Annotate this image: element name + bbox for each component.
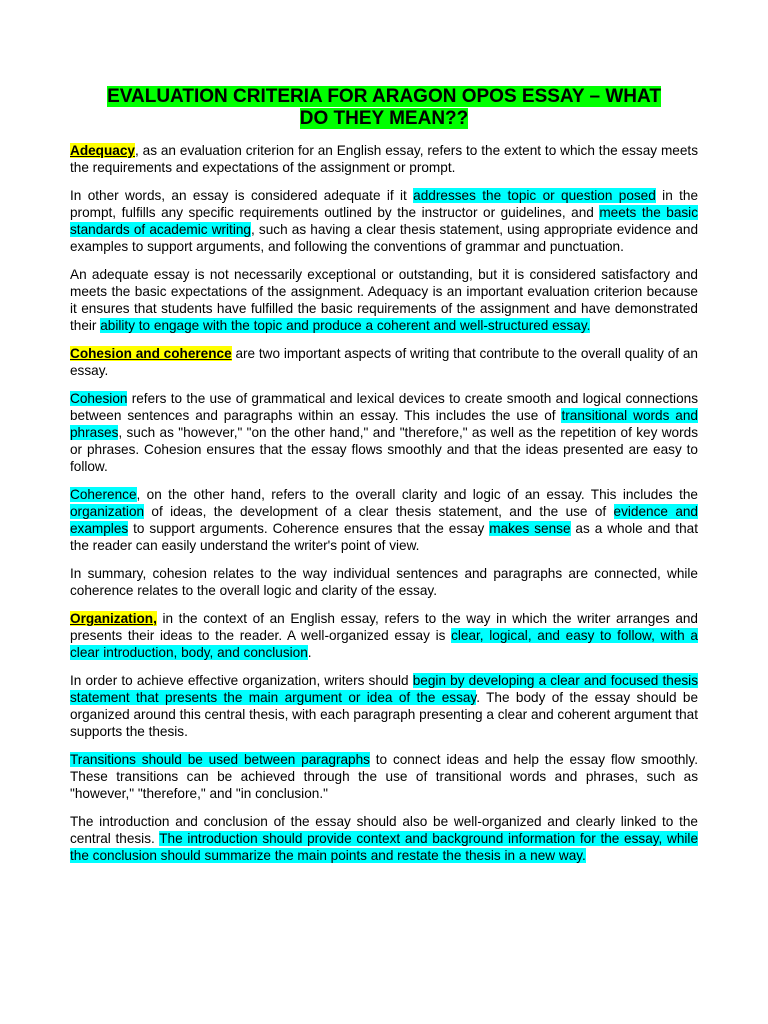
paragraph — [70, 751, 698, 802]
text-run: . The body of the essay should be organized around this central thesis, with each paragraph presenting a clear and coherent argument that supports the thesis. — [70, 690, 699, 739]
text-run: An adequate essay is not necessarily exceptional or outstanding, but it is considered satisfactory and meets the basic expectations of the assignment. Adequacy is an important evaluation criterion because it ensures that students have fulfilled the basic requirements of the assignment and have demonstrated their — [70, 267, 698, 333]
highlighted-text: makes sense — [489, 521, 571, 536]
text-run: , on the other hand, refers to the overall clarity and logic of an essay. This includes the — [136, 487, 698, 502]
text-run: in the prompt, fulfills any specific requirements outlined by the instructor or guidelines, and — [70, 188, 699, 220]
paragraph — [70, 345, 698, 379]
text-run: to support arguments. Coherence ensures that the essay — [128, 521, 490, 536]
paragraph — [70, 142, 698, 176]
paragraph — [70, 390, 698, 475]
text-run: , such as having a clear thesis statement, using appropriate evidence and examples to support arguments, and following the conventions of grammar and punctuation. — [70, 222, 699, 254]
document-body — [70, 142, 698, 864]
text-run: The introduction and conclusion of the essay should also be well-organized and clearly linked to the central thesis. — [70, 814, 698, 846]
highlighted-text: ability to engage with the topic and produce a coherent and well-structured essay. — [100, 318, 591, 333]
paragraph — [70, 610, 698, 661]
paragraph — [70, 187, 698, 255]
text-run: , as an evaluation criterion for an English essay, refers to the extent to which the essay meets the requirements and expectations of the assignment or prompt. — [70, 143, 698, 175]
document-title — [70, 86, 698, 130]
highlighted-text: evidence and examples — [70, 504, 698, 536]
text-run: in the context of an English essay, refers to the way in which the writer arranges and presents their ideas to the reader. A well-organized essay is — [70, 611, 698, 643]
highlighted-text: organization — [70, 504, 145, 519]
text-run: . — [307, 645, 312, 660]
highlighted-text: clear, logical, and easy to follow, with a clear introduction, body, and conclusion — [70, 628, 698, 660]
section-term: Adequacy — [70, 143, 135, 158]
paragraph — [70, 813, 698, 864]
highlighted-text: Cohesion — [70, 391, 128, 406]
text-run: to connect ideas and help the essay flow smoothly. These transitions can be achieved through the use of transitional words and phrases, such as "however," "therefore," and "in conclusion." — [70, 752, 698, 801]
paragraph — [70, 266, 698, 334]
section-term: Cohesion and coherence — [70, 346, 232, 361]
text-run: are two important aspects of writing that contribute to the overall quality of an essay. — [70, 346, 698, 378]
highlighted-text: addresses the topic or question posed — [413, 188, 656, 203]
paragraph — [70, 486, 698, 554]
highlighted-text: Coherence — [70, 487, 137, 502]
title-line-2: DO THEY MEAN?? — [299, 108, 469, 129]
title-line-1: EVALUATION CRITERIA FOR ARAGON OPOS ESSAY – WHAT — [107, 86, 661, 107]
highlighted-text: Transitions should be used between paragraphs — [70, 752, 370, 767]
text-run: In order to achieve effective organization, writers should — [70, 673, 413, 688]
text-run: of ideas, the development of a clear thesis statement, and the use of — [144, 504, 614, 519]
section-term: Organization, — [70, 611, 157, 626]
text-run: as a whole and that the reader can easily understand the writer's point of view. — [70, 521, 698, 553]
paragraph — [70, 672, 698, 740]
text-run: , such as "however," "on the other hand," and "therefore," as well as the repetition of key words or phrases. Cohesion ensures that the essay flows smoothly and that the ideas presented are easy to follow. — [70, 425, 698, 474]
highlighted-text: begin by developing a clear and focused thesis statement that presents the main argument or idea of the essay — [70, 673, 698, 705]
highlighted-text: meets the basic standards of academic writing — [70, 205, 698, 237]
text-run: In other words, an essay is considered adequate if it — [70, 188, 414, 203]
text-run: In summary, cohesion relates to the way individual sentences and paragraphs are connected, while coherence relates to the overall logic and clarity of the essay. — [70, 566, 698, 598]
highlighted-text: transitional words and phrases — [70, 408, 698, 440]
highlighted-text: The introduction should provide context and background information for the essay, while the conclusion should summarize the main points and restate the thesis in a new way. — [70, 831, 698, 863]
text-run: refers to the use of grammatical and lexical devices to create smooth and logical connections between sentences and paragraphs within an essay. This includes the use of — [70, 391, 698, 423]
paragraph — [70, 565, 698, 599]
